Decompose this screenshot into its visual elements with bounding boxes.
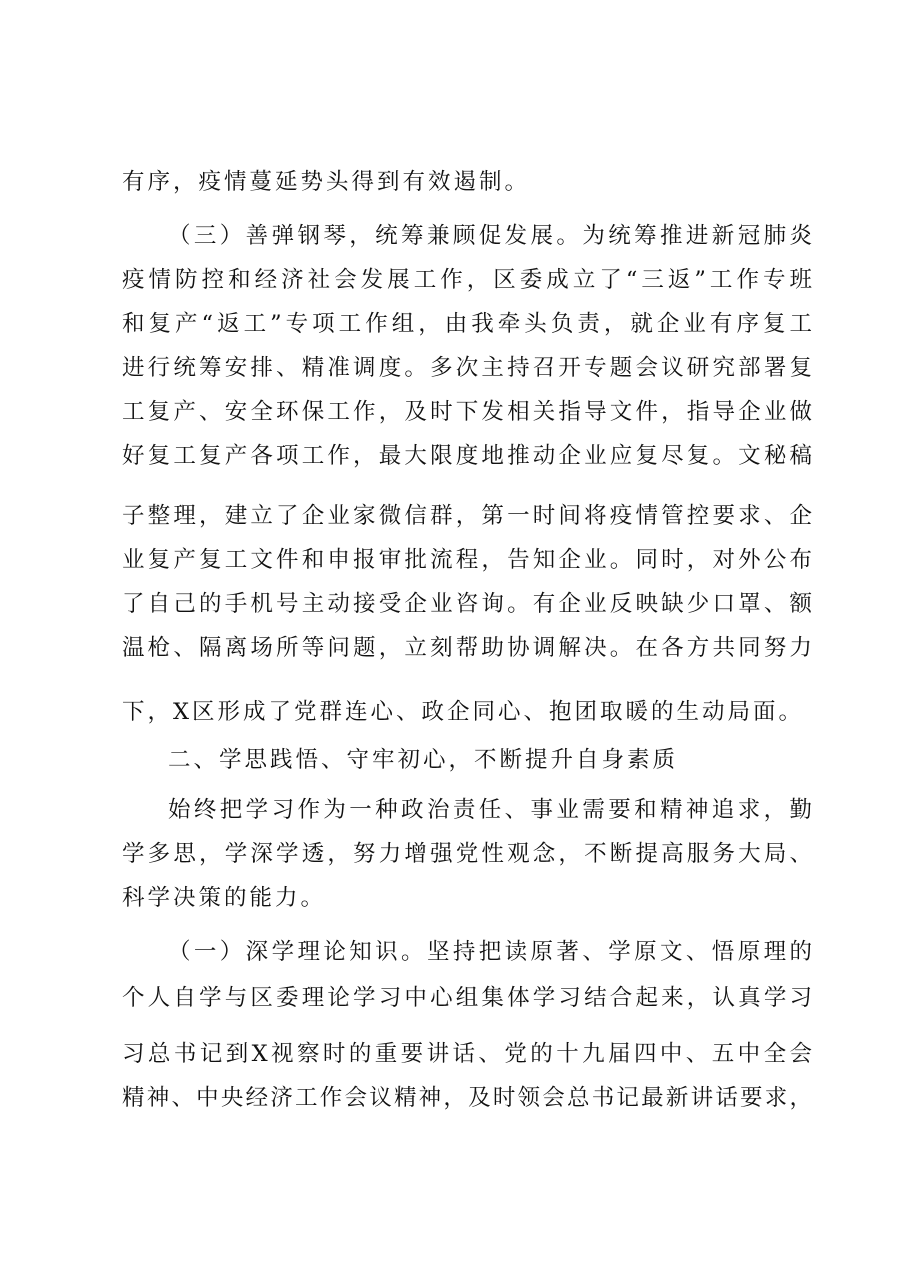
text-line: 温枪、隔离场所等问题，立刻帮助协调解决。在各方共同努力 xyxy=(122,635,812,661)
text-line: 进行统筹安排、精准调度。多次主持召开专题会议研究部署复 xyxy=(122,355,812,381)
text-line: 业复产复工文件和申报审批流程，告知企业。同时，对外公布 xyxy=(122,547,812,573)
text-line: 好复工复产各项工作，最大限度地推动企业应复尽复。文秘稿 xyxy=(122,443,812,469)
text-line: 始终把学习作为一种政治责任、事业需要和精神追求，勤 xyxy=(168,797,812,823)
text-line: 子整理，建立了企业家微信群，第一时间将疫情管控要求、企 xyxy=(122,503,812,529)
text-line: （三）善弹钢琴，统筹兼顾促发展。为统筹推进新冠肺炎 xyxy=(168,223,812,249)
text-line: 和复产“返工”专项工作组，由我牵头负责，就企业有序复工 xyxy=(122,311,812,337)
text-line: 个人自学与区委理论学习中心组集体学习结合起来，认真学习 xyxy=(122,985,812,1011)
text-line: 下，X区形成了党群连心、政企同心、抱团取暖的生动局面。 xyxy=(122,699,805,725)
text-line: （一）深学理论知识。坚持把读原著、学原文、悟原理的 xyxy=(168,939,812,965)
text-line: 习总书记到X视察时的重要讲话、党的十九届四中、五中全会 xyxy=(122,1041,812,1067)
section-heading: 二、学思践悟、守牢初心，不断提升自身素质 xyxy=(168,747,679,773)
text-line: 有序，疫情蔓延势头得到有效遏制。 xyxy=(122,169,531,195)
text-line: 科学决策的能力。 xyxy=(122,885,327,911)
text-line: 工复产、安全环保工作，及时下发相关指导文件，指导企业做 xyxy=(122,399,812,425)
text-line: 学多思，学深学透，努力增强党性观念，不断提高服务大局、 xyxy=(122,841,812,867)
text-line: 精神、中央经济工作会议精神，及时领会总书记最新讲话要求， xyxy=(122,1085,812,1111)
text-line: 疫情防控和经济社会发展工作，区委成立了“三返”工作专班 xyxy=(122,267,812,293)
text-line: 了自己的手机号主动接受企业咨询。有企业反映缺少口罩、额 xyxy=(122,591,812,617)
